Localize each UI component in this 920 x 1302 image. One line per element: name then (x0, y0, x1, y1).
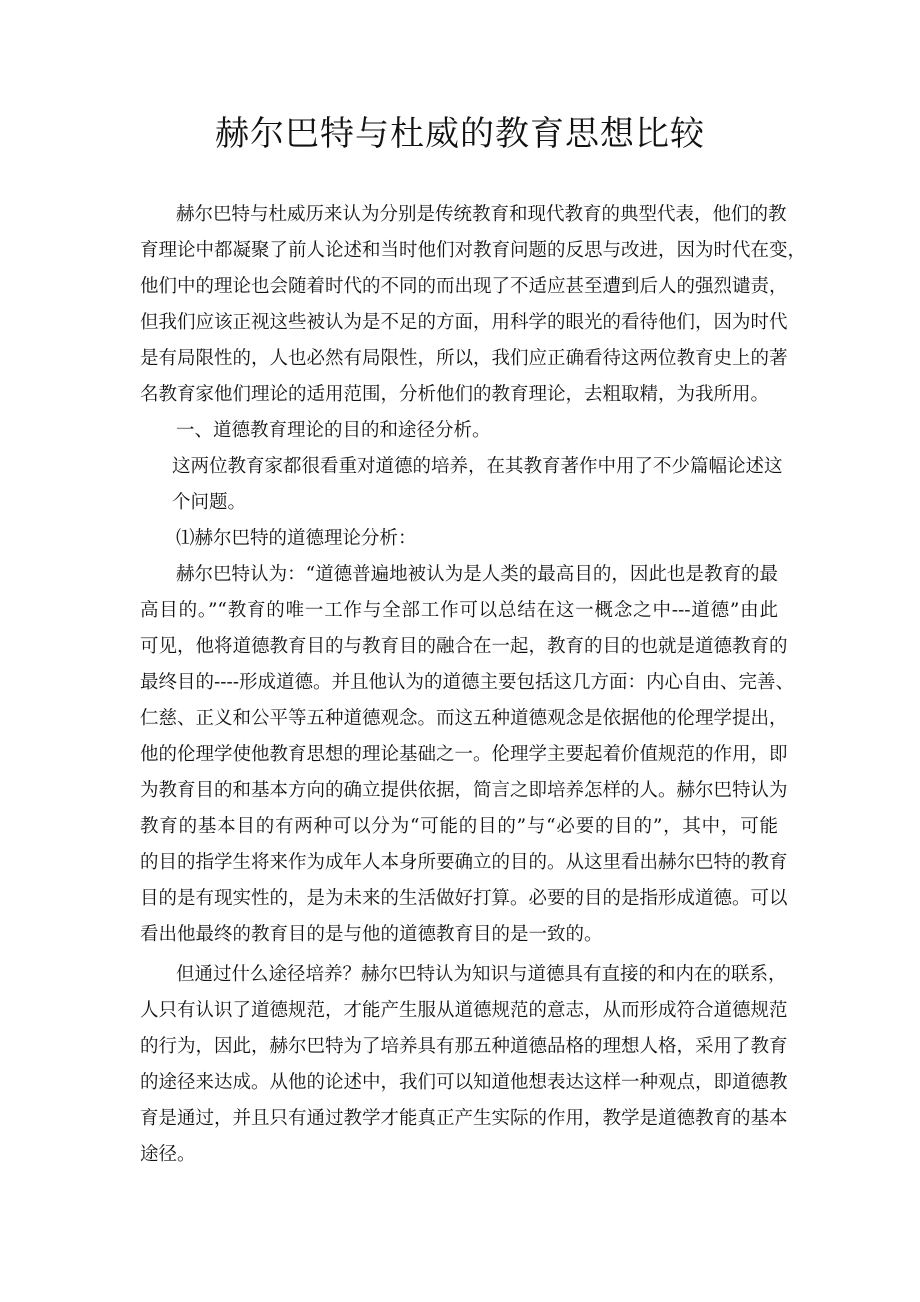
text-line: 的行为，因此，赫尔巴特为了培养具有那五种道德品格的理想人格，采用了教育 (140, 1036, 788, 1057)
text-line: 的目的指学生将来作为成年人本身所要确立的目的。从这里看出赫尔巴特的教育 (140, 852, 788, 873)
text-line: 仁慈、正义和公平等五种道德观念。而这五种道德观念是依据他的伦理学提出， (140, 708, 788, 729)
text-line: 为教育目的和基本方向的确立提供依据，简言之即培养怎样的人。赫尔巴特认为 (140, 780, 788, 801)
text-line: 看出他最终的教育目的是与他的道德教育目的是一致的。 (140, 924, 603, 945)
text-line: 教育的基本目的有两种可以分为“可能的目的”与“必要的目的”，其中，可能 (140, 816, 778, 837)
text-line: 途径。 (140, 1144, 196, 1165)
text-line: 育是通过，并且只有通过教学才能真正产生实际的作用，教学是道德教育的基本 (140, 1108, 788, 1129)
text-line: 这两位教育家都很看重对道德的培养，在其教育著作中用了不少篇幅论述这 (172, 456, 783, 477)
text-line: 赫尔巴特认为：“道德普遍地被认为是人类的最高目的，因此也是教育的最 (176, 564, 778, 585)
text-line: 赫尔巴特与杜威历来认为分别是传统教育和现代教育的典型代表，他们的教 (176, 204, 787, 225)
text-line: 的途径来达成。从他的论述中，我们可以知道他想表达这样一种观点，即道德教 (140, 1072, 788, 1093)
text-line: 他的伦理学使他教育思想的理论基础之一。伦理学主要起着价值规范的作用，即 (140, 744, 788, 765)
text-line: 但我们应该正视这些被认为是不足的方面，用科学的眼光的看待他们，因为时代 (140, 312, 788, 333)
text-line: 但通过什么途径培养？赫尔巴特认为知识与道德具有直接的和内在的联系， (176, 964, 787, 985)
text-line: 高目的。”“教育的唯一工作与全部工作可以总结在这一概念之中---道德”由此 (140, 600, 778, 621)
text-line: 名教育家他们理论的适用范围，分析他们的教育理论，去粗取精，为我所用。 (140, 384, 770, 405)
text-line: 个问题。 (172, 492, 247, 513)
subsection-heading: ⑴赫尔巴特的道德理论分析： (176, 528, 417, 549)
text-line: 人只有认识了道德规范，才能产生服从道德规范的意志，从而形成符合道德规范 (140, 1000, 788, 1021)
document-title: 赫尔巴特与杜威的教育思想比较 (215, 114, 705, 154)
text-line: 可见，他将道德教育目的与教育目的融合在一起，教育的目的也就是道德教育的 (140, 636, 788, 657)
text-line: 他们中的理论也会随着时代的不同的而出现了不适应甚至遭到后人的强烈谴责， (140, 276, 788, 297)
text-line: 最终目的----形成道德。并且他认为的道德主要包括这几方面：内心自由、完善、 (140, 672, 795, 693)
text-line: 育理论中都凝聚了前人论述和当时他们对教育问题的反思与改进，因为时代在变， (140, 240, 807, 261)
section-heading: 一、道德教育理论的目的和途径分析。 (176, 420, 491, 441)
text-line: 是有局限性的，人也必然有局限性，所以，我们应正确看待这两位教育史上的著 (140, 348, 788, 369)
text-line: 目的是有现实性的，是为未来的生活做好打算。必要的目的是指形成道德。可以 (140, 888, 788, 909)
